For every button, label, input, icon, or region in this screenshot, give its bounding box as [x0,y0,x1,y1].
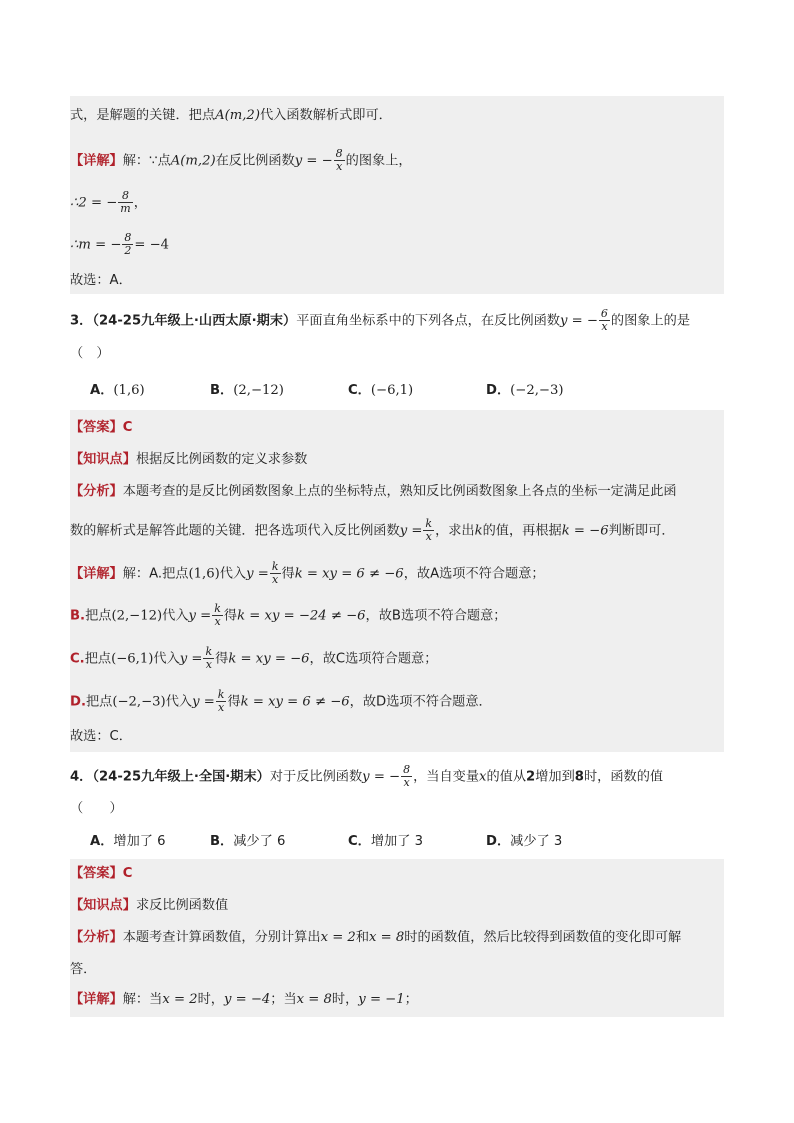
detail-q3-d: D.把点(−2,−3)代入y = $\frac{k}{x}$ 得k = xy = 6 ≠ −6，故D选项不符合题意． [70,688,492,714]
detail-q3-a: 【详解】解：A.把点(1,6)代入y = $\frac{k}{x}$ 得k = xy = 6 ≠ −6，故A选项不符合题意； [70,560,545,586]
answer-tag: 【答案】 [70,866,123,881]
option-b: B．减少了 6 [210,834,286,849]
fraction: $\frac{8}{x}$ [335,147,343,173]
option-c: C．增加了 3 [348,834,424,849]
fraction: $\frac{k}{x}$ [217,688,225,714]
question-3-stem: 3．（24-25九年级上·山西太原·期末）平面直角坐标系中的下列各点，在反比例函数y = − $\frac{6}{x}$ 的图象上的是 [70,307,691,333]
detail-line-3: ∴m = − $\frac{8}{2}$ = −4 [70,231,170,257]
fraction: $\frac{8}{x}$ [403,763,411,789]
selection-q3: 故选：C． [70,729,132,744]
analysis-tag: 【分析】 [70,930,123,945]
fraction: $\frac{k}{x}$ [214,602,221,628]
detail-line-1: 【详解】解：∵点A(m,2)在反比例函数y = − $\frac{8}{x}$ 的图象上， [70,147,412,173]
detail-q4: 【详解】解：当x = 2时，y = −4；当x = 8时，y = −1； [70,992,418,1007]
fraction: $\frac{k}{x}$ [425,517,433,543]
selection-line: 故选：A． [70,273,132,288]
knowledge-tag: 【知识点】 [70,452,136,467]
detail-tag: 【详解】 [70,566,123,582]
option-a: A．(1,6) [90,383,145,398]
answer-value: C [122,420,133,435]
analysis-q3-line2: 数的解析式是解答此题的关键．把各选项代入反比例函数y = $\frac{k}{x}$ ，求出k的值，再根据k = −6判断即可． [70,517,675,543]
question-4-paren: （ ） [70,801,123,816]
fraction: $\frac{8}{2}$ [124,231,132,257]
option-b: B．(2,−12) [210,383,284,398]
analysis-tag: 【分析】 [70,484,123,499]
question-number: 4． [70,769,93,785]
option-d: D．(−2,−3) [486,383,564,398]
analysis-line-end: 式，是解题的关键．把点A(m,2)代入函数解析式即可． [70,108,392,123]
knowledge-point-q4: 【知识点】求反比例函数值 [70,898,229,913]
detail-tag: 【详解】 [70,153,123,169]
option-a: A．增加了 6 [90,834,166,849]
answer-tag: 【答案】 [70,420,123,435]
detail-q3-b: B.把点(2,−12)代入y = $\frac{k}{x}$ 得k = xy = −24 ≠ −6，故B选项不符合题意； [70,602,507,628]
question-number: 3． [70,313,93,329]
option-c: C．(−6,1) [348,383,414,398]
answer-value: C [122,866,133,881]
fraction: $\frac{8}{m}$ [120,189,131,215]
detail-line-2: ∴2 = − $\frac{8}{m}$ ， [70,189,147,215]
question-3-paren: （ ） [70,346,110,361]
detail-q3-c: C.把点(−6,1)代入y = $\frac{k}{x}$ 得k = xy = −6，故C选项符合题意； [70,645,438,671]
answer-line-q3 [70,418,724,438]
question-source: （24-25九年级上·山西太原·期末） [92,313,297,329]
detail-tag: 【详解】 [70,992,123,1007]
fraction: $\frac{k}{x}$ [271,560,279,586]
fraction: $\frac{k}{x}$ [205,645,213,671]
option-d: D．减少了 3 [486,834,563,849]
fraction: $\frac{6}{x}$ [600,307,608,333]
question-source: （24-25九年级上·全国·期末） [92,769,270,785]
analysis-q4-line2: 答． [70,962,97,977]
knowledge-tag: 【知识点】 [70,898,136,913]
analysis-q3-line1: 【分析】本题考查的是反比例函数图象上点的坐标特点，熟知反比例函数图象上各点的坐标一定满足此函 [70,484,677,499]
answer-line-q4 [70,864,724,884]
question-4-stem: 4．（24-25九年级上·全国·期末）对于反比例函数y = − $\frac{8}{x}$ ，当自变量x的值从2增加到8时，函数的值 [70,763,664,789]
analysis-q4-line1: 【分析】本题考查计算函数值，分别计算出x = 2和x = 8时的函数值，然后比较得到函数值的变化即可解 [70,930,682,945]
knowledge-point-q3: 【知识点】根据反比例函数的定义求参数 [70,452,308,467]
